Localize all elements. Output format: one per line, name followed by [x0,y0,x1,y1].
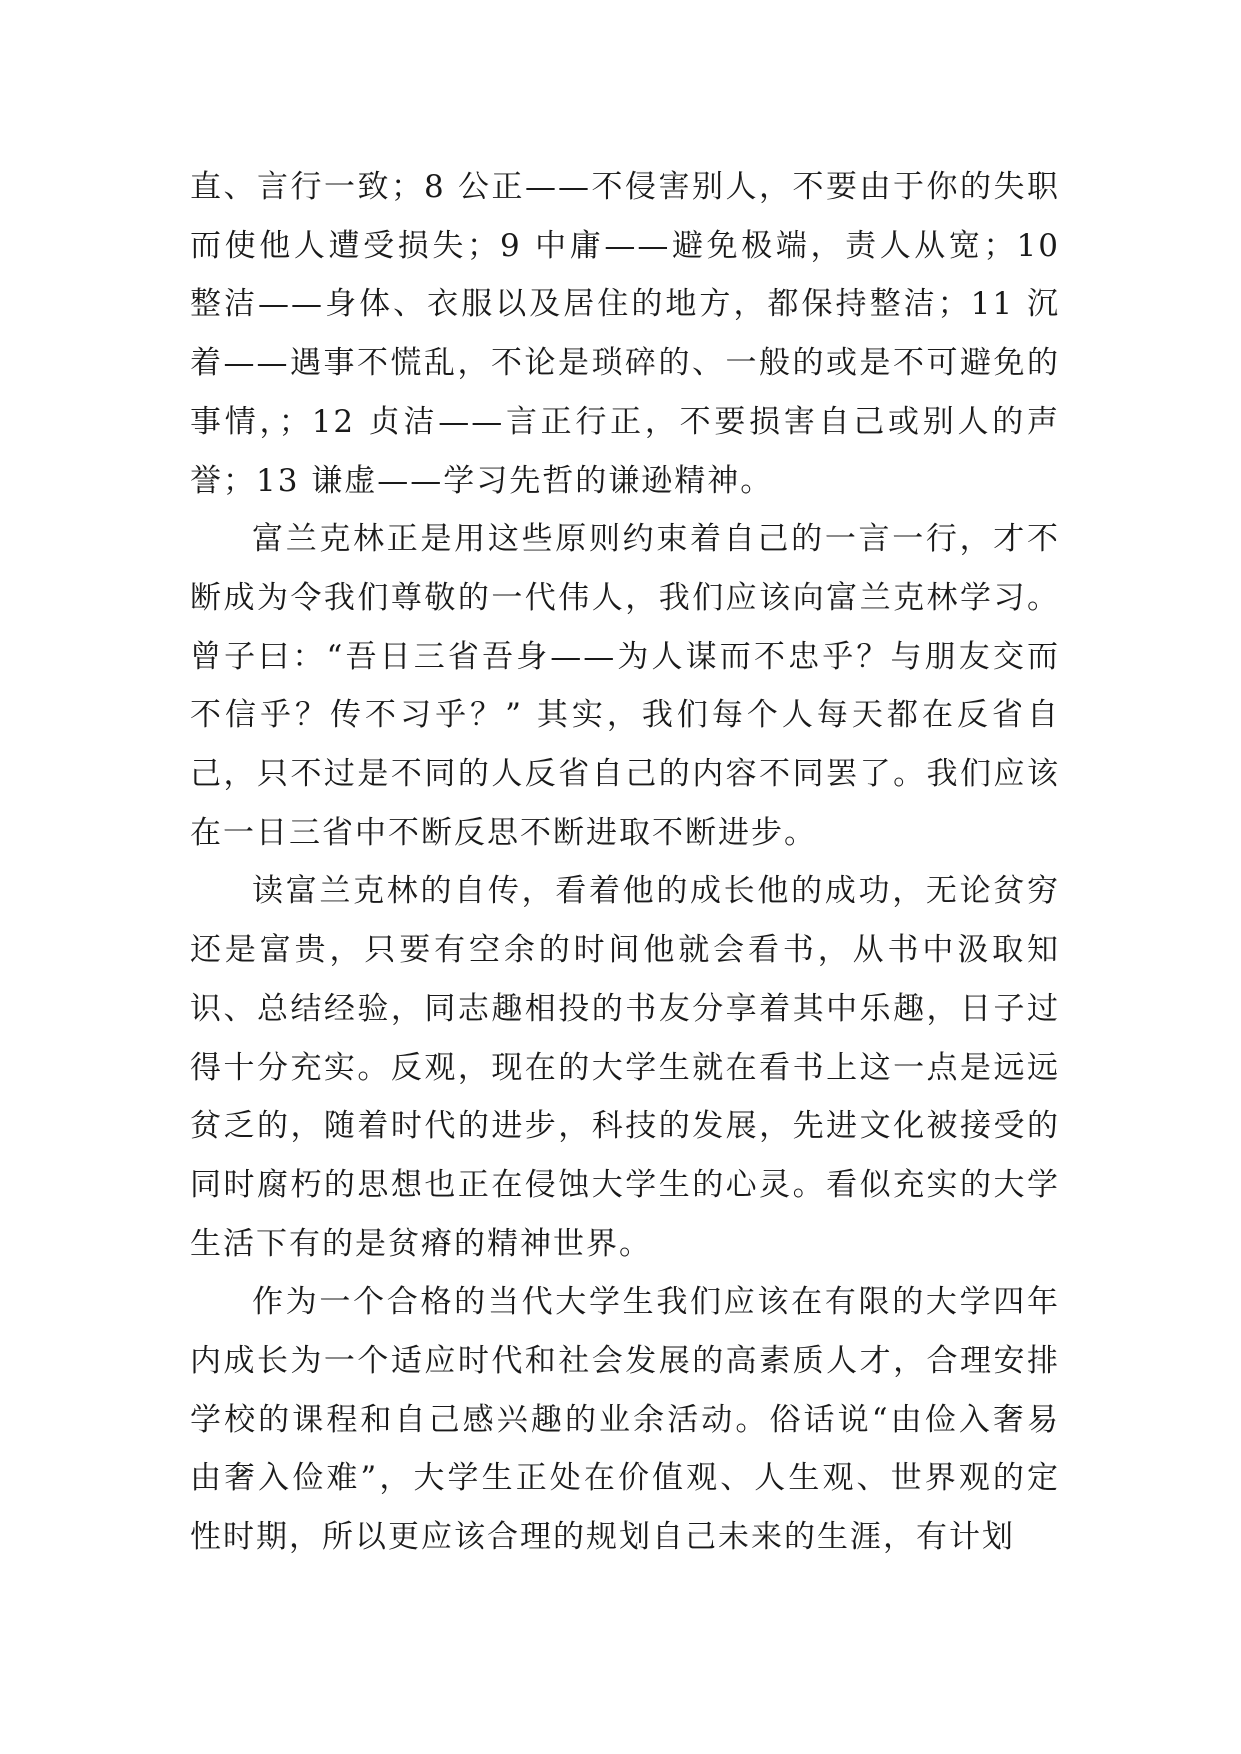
paragraph-1: 直、言行一致；8 公正——不侵害别人，不要由于你的失职而使他人遭受损失；9 中庸——避免极端，责人从宽；10 整洁——身体、衣服以及居住的地方，都保持整洁；11 沉着——遇事不慌乱，不论是琐碎的、一般的或是不可避免的事情，；12 贞洁——言正行正，不要损害自己或别人的声誉；13 谦虚——学习先哲的谦逊精神。 [190,169,1060,499]
paragraph-2: 富兰克林正是用这些原则约束着自己的一言一行，才不断成为令我们尊敬的一代伟人，我们应该向富兰克林学习。曾子曰：“吾日三省吾身——为人谋而不忠乎？与朋友交而不信乎？传不习乎？” 其实，我们每个人每天都在反省自己，只不过是不同的人反省自己的内容不同罢了。我们应该在一日三省中不断反思不断进取不断进步。 [190,521,1060,851]
paragraph-4: 作为一个合格的当代大学生我们应该在有限的大学四年内成长为一个适应时代和社会发展的高素质人才，合理安排学校的课程和自己感兴趣的业余活动。俗话说“由俭入奢易由奢入俭难”，大学生正处在价值观、人生观、世界观的定性时期，所以更应该合理的规划自己未来的生涯，有计划 [190,1284,1060,1556]
paragraph-3: 读富兰克林的自传，看着他的成长他的成功，无论贫穷还是富贵，只要有空余的时间他就会看书，从书中汲取知识、总结经验，同志趣相投的书友分享着其中乐趣，日子过得十分充实。反观，现在的大学生就在看书上这一点是远远贫乏的，随着时代的进步，科技的发展，先进文化被接受的同时腐朽的思想也正在侵蚀大学生的心灵。看似充实的大学生活下有的是贫瘠的精神世界。 [190,873,1060,1262]
document-body [190,158,1060,1567]
